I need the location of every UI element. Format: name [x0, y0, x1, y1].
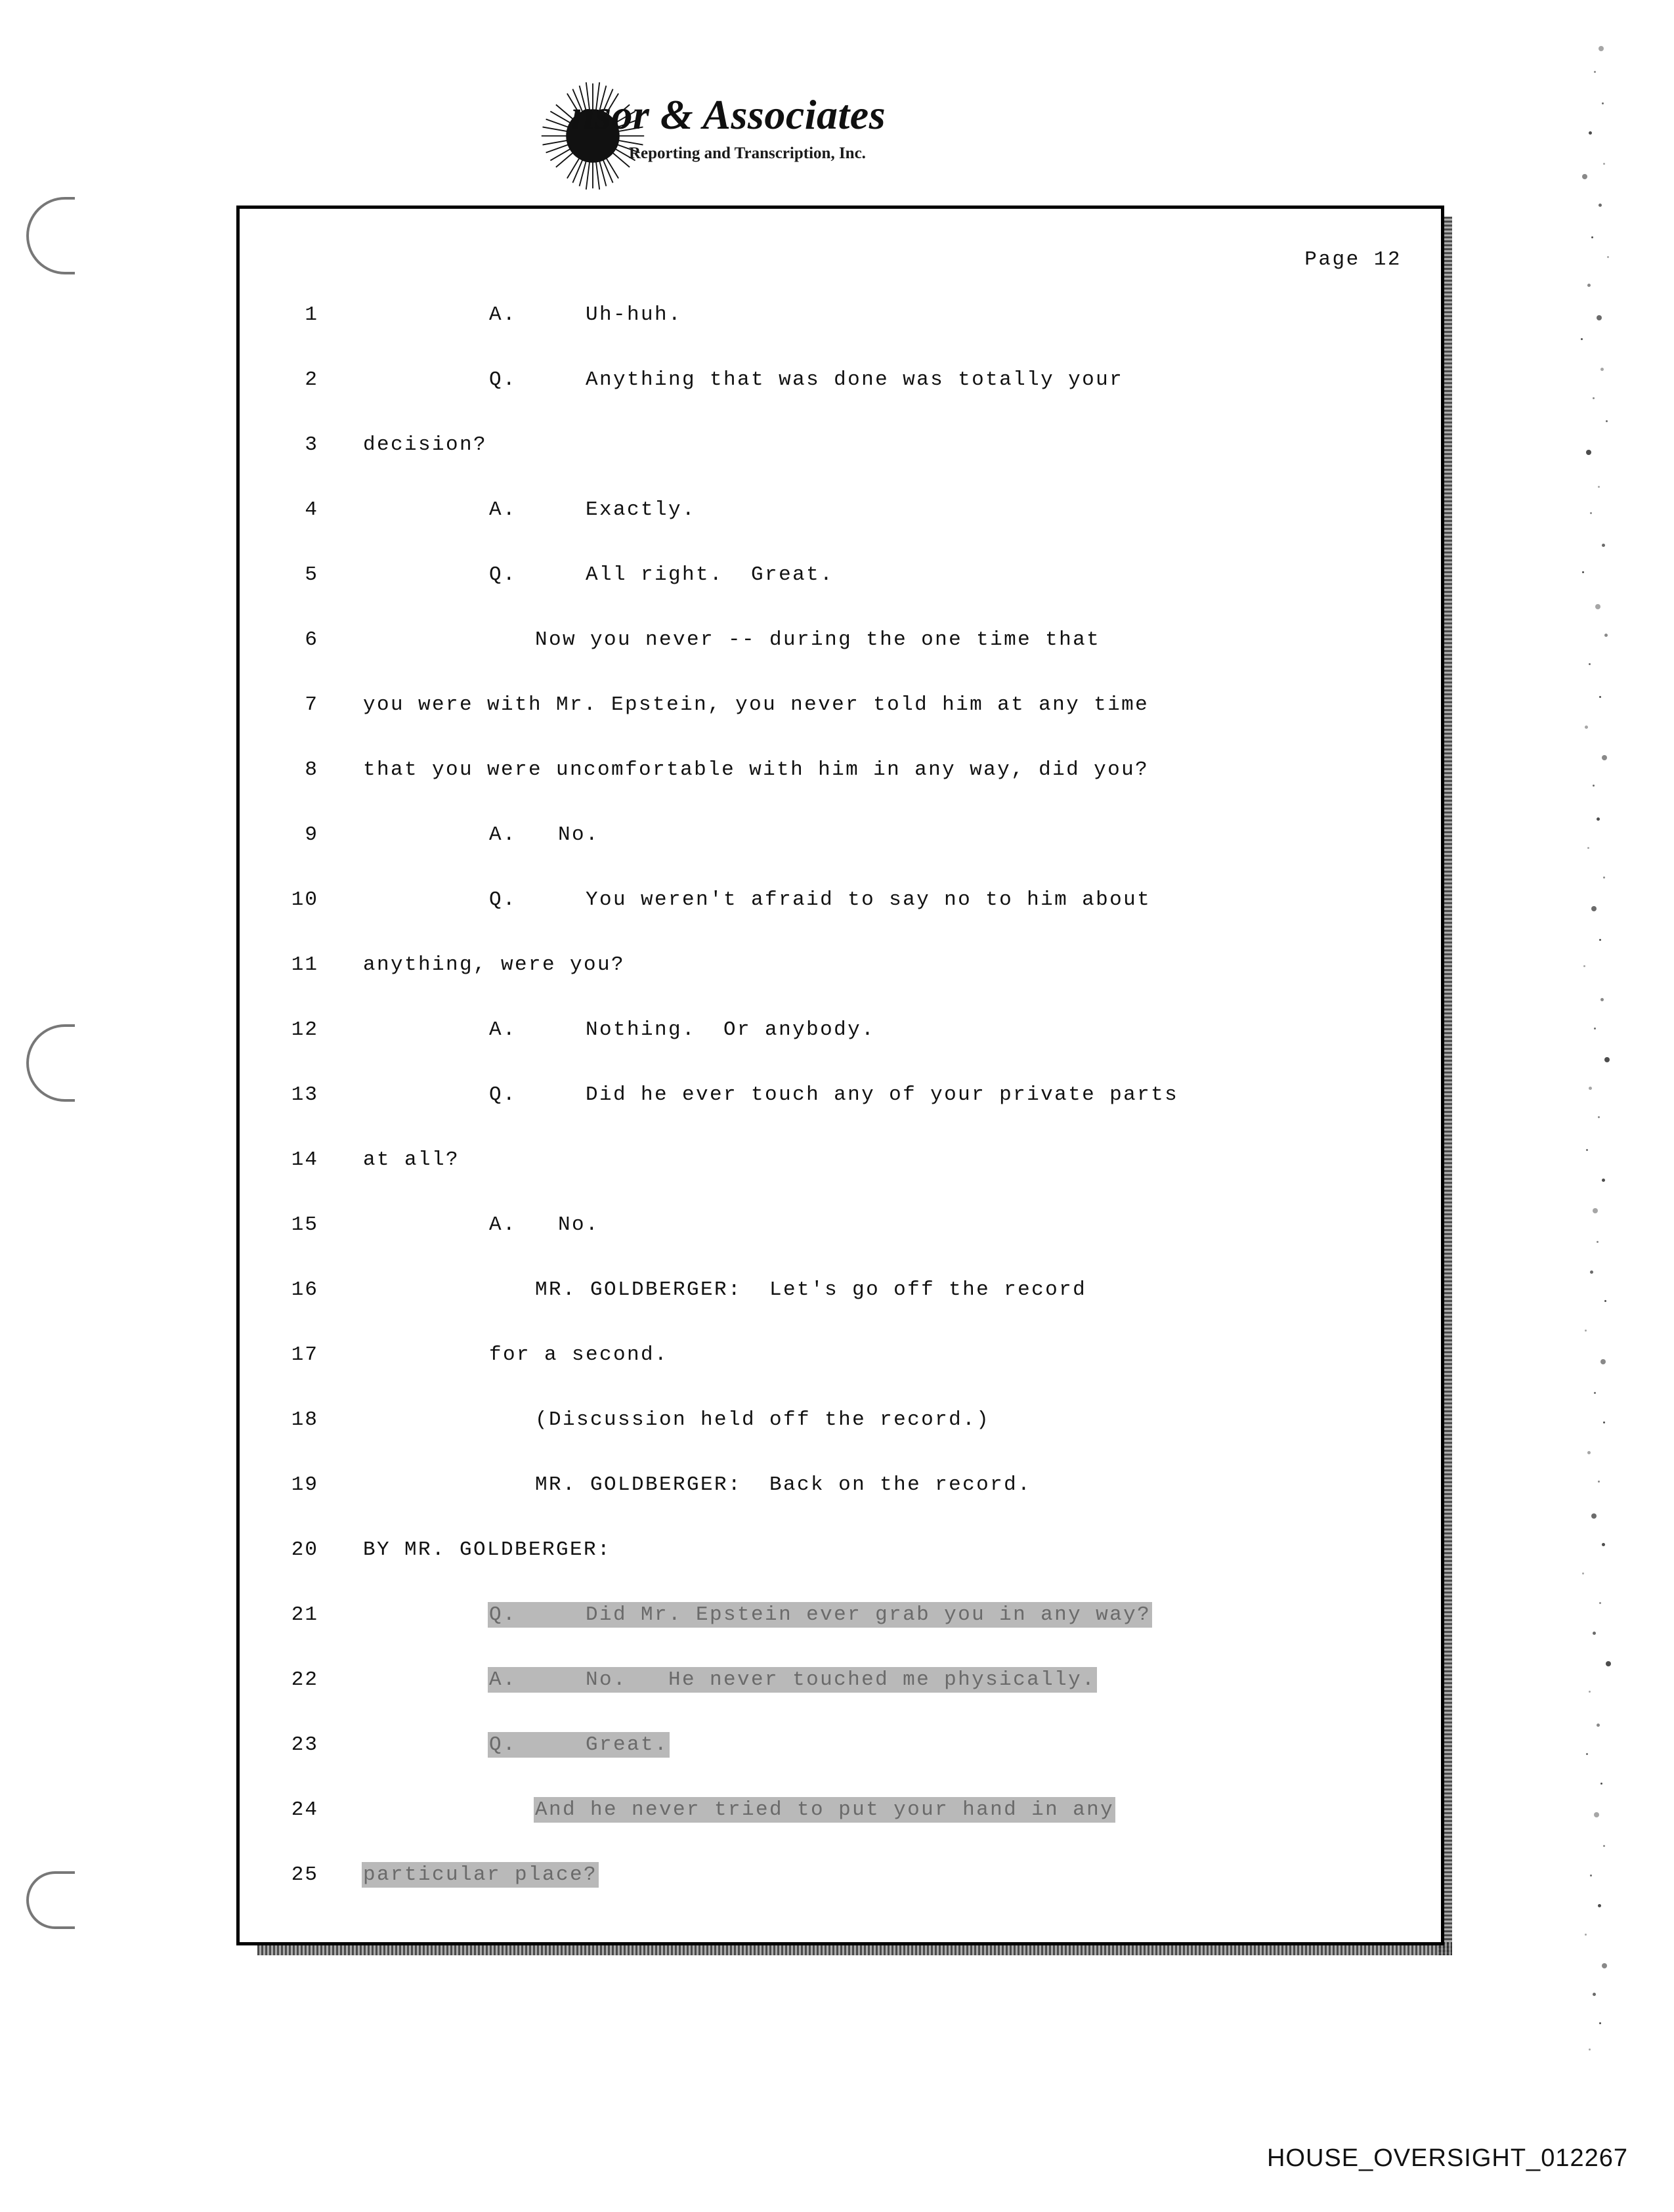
transcript-line	[240, 626, 1441, 691]
line-text	[318, 561, 1441, 586]
highlighted-text: A. No. He never touched me physically.	[489, 1668, 1096, 1691]
scan-speck	[1606, 1661, 1611, 1666]
scan-speck	[1599, 939, 1601, 941]
line-number: 25	[291, 1863, 318, 1886]
scan-speck	[1599, 46, 1604, 51]
line-text	[318, 756, 1441, 781]
scan-speck	[1586, 1753, 1588, 1755]
transcript-line	[240, 1406, 1441, 1471]
highlighted-text: Q. Great.	[489, 1733, 669, 1756]
line-number: 14	[291, 1148, 318, 1171]
text-run: A. Nothing. Or anybody.	[489, 1018, 876, 1041]
line-number: 6	[305, 628, 318, 651]
line-text	[318, 1471, 1441, 1496]
scan-speck	[1589, 1691, 1591, 1693]
scan-speck	[1590, 1270, 1593, 1274]
scan-speck	[1597, 1241, 1599, 1243]
scan-speck	[1590, 1875, 1592, 1876]
scan-speck	[1593, 1993, 1596, 1996]
highlighted-text: particular place?	[363, 1863, 598, 1886]
binder-hole-mark	[26, 1024, 75, 1102]
line-text	[318, 821, 1441, 846]
scan-speck	[1585, 1330, 1587, 1332]
line-number: 12	[291, 1018, 318, 1041]
scan-speck	[1598, 1481, 1600, 1483]
line-text	[318, 1731, 1441, 1756]
scan-speck	[1600, 368, 1604, 371]
transcript-page	[236, 206, 1444, 1945]
scan-speck	[1603, 1845, 1605, 1847]
bates-number: HOUSE_OVERSIGHT_012267	[1266, 2144, 1628, 2172]
transcript-line	[240, 1081, 1441, 1146]
scan-speck	[1587, 847, 1589, 849]
transcript-body	[240, 301, 1441, 1926]
line-number: 2	[305, 368, 318, 391]
line-number: 15	[291, 1213, 318, 1236]
text-run: for a second.	[489, 1343, 669, 1366]
transcript-line	[240, 1536, 1441, 1601]
transcript-line	[240, 886, 1441, 951]
scan-speck	[1597, 817, 1600, 821]
text-run: (Discussion held off the record.)	[535, 1408, 991, 1431]
transcript-line	[240, 561, 1441, 626]
scan-speck	[1599, 204, 1602, 207]
letterhead	[519, 74, 1096, 205]
transcript-line	[240, 1146, 1441, 1211]
transcript-line	[240, 1276, 1441, 1341]
company-name: nsor & Associates	[571, 91, 886, 138]
scan-speck	[1603, 163, 1605, 165]
scan-speck	[1586, 450, 1591, 455]
scan-speck	[1599, 1602, 1601, 1604]
scan-speck	[1591, 1513, 1597, 1519]
line-number: 17	[291, 1343, 318, 1366]
transcript-line	[240, 366, 1441, 431]
scan-speck	[1597, 1724, 1600, 1727]
line-number: 10	[291, 888, 318, 911]
scan-speck	[1607, 256, 1609, 258]
page-number: Page 12	[1304, 248, 1402, 271]
line-text	[318, 886, 1441, 911]
scan-speck	[1594, 1028, 1596, 1030]
scan-speck	[1602, 755, 1607, 760]
scan-speck	[1602, 1179, 1605, 1182]
transcript-line	[240, 821, 1441, 886]
transcript-line	[240, 1341, 1441, 1406]
scan-speck	[1590, 512, 1592, 514]
transcript-line	[240, 1211, 1441, 1276]
line-number: 21	[291, 1603, 318, 1626]
scan-speck	[1582, 1572, 1584, 1574]
transcript-line	[240, 1601, 1441, 1666]
text-run: A. No.	[489, 823, 600, 846]
scan-speck	[1582, 571, 1584, 573]
scan-speck	[1591, 906, 1597, 911]
text-run: Q. You weren't afraid to say no to him about	[489, 888, 1151, 911]
line-text	[318, 301, 1441, 326]
text-run: anything, were you?	[363, 953, 626, 976]
line-text	[318, 1211, 1441, 1236]
line-text	[318, 1016, 1441, 1041]
line-number: 22	[291, 1668, 318, 1691]
line-text	[318, 1406, 1441, 1431]
line-text	[318, 366, 1441, 391]
transcript-line	[240, 496, 1441, 561]
text-run: Now you never -- during the one time that	[535, 628, 1101, 651]
scan-speck	[1593, 1208, 1598, 1213]
transcript-line	[240, 691, 1441, 756]
text-run: MR. GOLDBERGER: Back on the record.	[535, 1473, 1032, 1496]
scan-speck	[1581, 338, 1583, 340]
scan-speck	[1585, 726, 1588, 729]
line-text	[318, 1601, 1441, 1626]
line-number: 23	[291, 1733, 318, 1756]
transcript-line	[240, 951, 1441, 1016]
line-text	[318, 626, 1441, 651]
scan-speck	[1597, 315, 1602, 320]
line-text	[318, 1081, 1441, 1106]
line-number: 19	[291, 1473, 318, 1496]
scan-speck	[1582, 174, 1587, 179]
line-text	[318, 1861, 1441, 1886]
line-number: 18	[291, 1408, 318, 1431]
transcript-line	[240, 1016, 1441, 1081]
highlighted-text: Q. Did Mr. Epstein ever grab you in any way?	[489, 1603, 1151, 1626]
line-text	[318, 1146, 1441, 1171]
transcript-line	[240, 1861, 1441, 1926]
scan-speck	[1600, 1359, 1606, 1364]
text-run: at all?	[363, 1148, 460, 1171]
line-number: 1	[305, 303, 318, 326]
scan-speck	[1589, 1087, 1592, 1090]
scan-speck	[1587, 1451, 1591, 1454]
line-text	[318, 1276, 1441, 1301]
scan-speck	[1600, 998, 1604, 1001]
transcript-line	[240, 1731, 1441, 1796]
scan-speck	[1591, 236, 1593, 238]
scan-speck	[1603, 1421, 1605, 1423]
scan-speck	[1598, 1904, 1601, 1907]
text-run: decision?	[363, 433, 488, 456]
text-run: you were with Mr. Epstein, you never told him at any time	[363, 693, 1149, 716]
scan-speck	[1602, 102, 1604, 104]
line-number: 8	[305, 758, 318, 781]
scan-speck	[1604, 1300, 1606, 1302]
scan-speck	[1602, 1963, 1607, 1968]
scan-speck	[1602, 544, 1605, 547]
text-run: Q. Did he ever touch any of your private parts	[489, 1083, 1179, 1106]
scan-speck	[1599, 696, 1601, 698]
transcript-line	[240, 1796, 1441, 1861]
scan-speck	[1594, 1392, 1596, 1394]
text-run: A. Exactly.	[489, 498, 697, 521]
line-text	[318, 1341, 1441, 1366]
line-number: 4	[305, 498, 318, 521]
scan-speck	[1589, 2049, 1591, 2050]
line-text	[318, 1666, 1441, 1691]
text-run: that you were uncomfortable with him in any way, did you?	[363, 758, 1149, 781]
scan-speck	[1604, 634, 1608, 637]
line-number: 3	[305, 433, 318, 456]
line-number: 24	[291, 1798, 318, 1821]
text-run: MR. GOLDBERGER: Let's go off the record	[535, 1278, 1087, 1301]
scan-speck	[1589, 131, 1592, 135]
text-run: Q. Anything that was done was totally your	[489, 368, 1124, 391]
scan-speck	[1593, 785, 1595, 787]
transcript-line	[240, 301, 1441, 366]
binder-hole-mark	[26, 1871, 75, 1929]
scan-speck	[1602, 1543, 1605, 1546]
line-number: 20	[291, 1538, 318, 1561]
scan-speck	[1585, 1934, 1587, 1936]
scan-speck	[1595, 604, 1600, 609]
text-run: A. Uh-huh.	[489, 303, 683, 326]
transcript-line	[240, 431, 1441, 496]
transcript-line	[240, 1471, 1441, 1536]
line-number: 7	[305, 693, 318, 716]
line-number: 5	[305, 563, 318, 586]
line-text	[318, 691, 1441, 716]
scan-speck	[1598, 486, 1600, 488]
scan-speck	[1594, 71, 1596, 73]
line-text	[318, 1536, 1441, 1561]
transcript-line	[240, 756, 1441, 821]
transcript-line	[240, 1666, 1441, 1731]
line-number: 13	[291, 1083, 318, 1106]
company-tagline: Reporting and Transcription, Inc.	[629, 144, 866, 162]
highlighted-text: And he never tried to put your hand in any	[535, 1798, 1115, 1821]
binder-hole-mark	[26, 197, 75, 274]
line-text	[318, 496, 1441, 521]
scan-speck	[1604, 1057, 1610, 1062]
text-run: Q. All right. Great.	[489, 563, 834, 586]
line-number: 11	[291, 953, 318, 976]
scan-speck	[1586, 1149, 1588, 1151]
scan-speck	[1587, 284, 1591, 287]
scan-speck	[1606, 420, 1608, 422]
scan-speck	[1583, 965, 1585, 967]
scan-speck	[1599, 2022, 1601, 2024]
scan-speck	[1598, 1116, 1600, 1118]
text-run: A. No.	[489, 1213, 600, 1236]
line-text	[318, 951, 1441, 976]
scan-speckles	[1562, 39, 1641, 2075]
scan-speck	[1593, 397, 1595, 399]
scan-speck	[1593, 1632, 1596, 1635]
line-number: 9	[305, 823, 318, 846]
line-number: 16	[291, 1278, 318, 1301]
scan-speck	[1589, 663, 1591, 665]
line-text	[318, 1796, 1441, 1821]
line-text	[318, 431, 1441, 456]
scan-speck	[1600, 1783, 1602, 1785]
scan-speck	[1594, 1812, 1599, 1817]
scan-speck	[1603, 877, 1605, 878]
text-run: BY MR. GOLDBERGER:	[363, 1538, 612, 1561]
